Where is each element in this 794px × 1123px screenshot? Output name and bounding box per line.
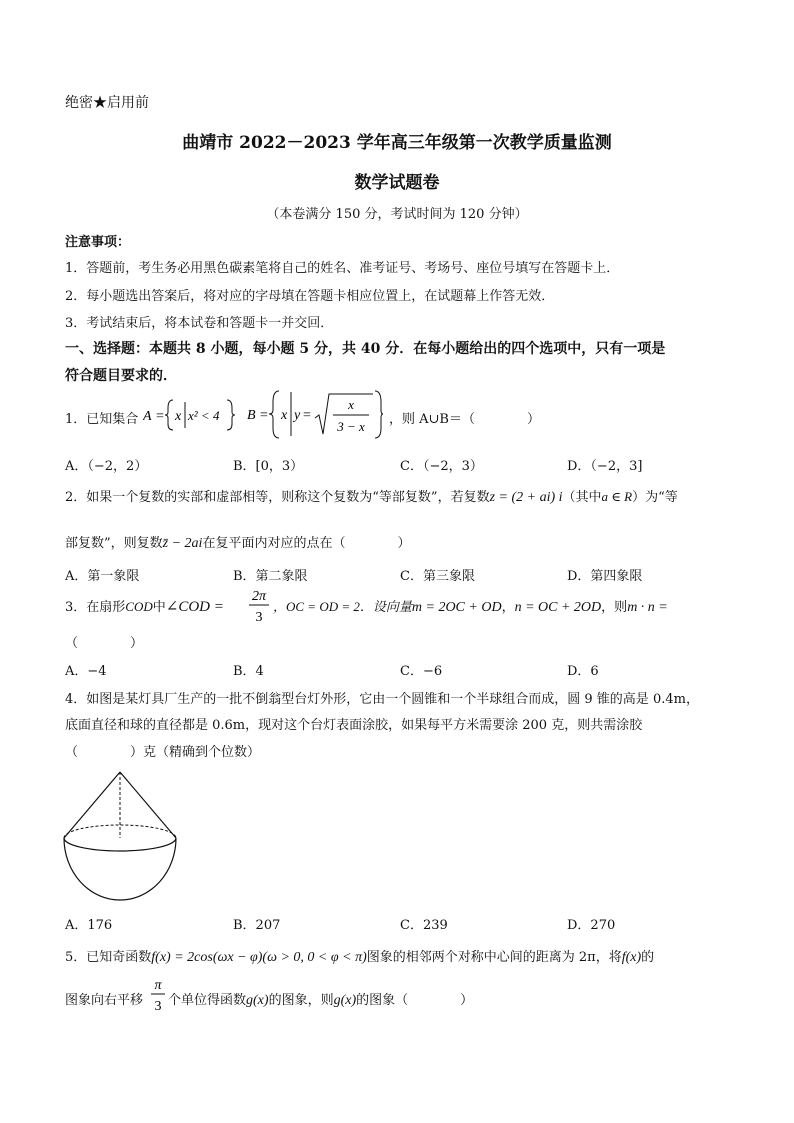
secret-label: 绝密★启用前 [65, 95, 149, 111]
q3-mid: 中 [152, 600, 166, 615]
q4-line2: 底面直径和球的直径都是 0.6m，现对这个台灯表面涂胶，如果每平方米需要涂 200 克，则共需涂胶 [65, 718, 643, 733]
q1-set-a-var: x [175, 409, 182, 424]
q5-gx-1: g(x) [246, 993, 269, 1008]
q5-fx-expr: f(x) = 2cos(ωx − φ)(ω > 0, 0 < φ < π) [151, 950, 367, 965]
q4-line3: （ ）克（精确到个位数） [65, 745, 261, 760]
q3-option-b: B．4 [233, 664, 264, 679]
q2-line1-b: （其中 [562, 490, 602, 505]
q2-line2 [65, 532, 410, 552]
q5-gx-2: g(x) [333, 993, 357, 1008]
q3-mn: m · n = [627, 600, 668, 615]
q5-line1-b: 图象的相邻两个对称中心间的距离为 2π，将 [366, 950, 622, 965]
q1-option-c: C．（−2，3） [400, 459, 483, 474]
q1-option-d: D．（−2，3] [567, 459, 643, 474]
q2-line1 [65, 486, 678, 506]
q2-zbar-expr: z̄ − 2ai [162, 536, 203, 551]
q5-shift-fraction [148, 974, 168, 1018]
q5-line2-a: 图象向右平移 [65, 993, 144, 1008]
q1-set-b-den: 3 − x [337, 419, 365, 434]
q3-option-a: A．−4 [65, 664, 107, 679]
q4-option-a: A．176 [65, 918, 113, 933]
q5-line2-c: 的图象，则 [268, 993, 334, 1008]
q1-set-a [143, 396, 235, 438]
q3-line1-rest [273, 596, 668, 616]
q2-line2-a: 部复数”，则复数 [65, 536, 163, 551]
q3-cond: ，OC = OD = 2．设向量 [273, 599, 412, 614]
q3-prefix: 3．在扇形 [65, 600, 126, 615]
q3-angle-fraction [247, 585, 271, 629]
q3-m-expr: m = 2OC + OD [411, 600, 502, 615]
svg-text:=: = [260, 408, 268, 423]
q3-frac-den: 3 [255, 610, 263, 625]
q3-tail: ，则 [601, 600, 628, 615]
q1-set-a-cond: x² < 4 [188, 408, 220, 423]
exam-note: （本卷满分 150 分，考试时间为 120 分钟） [266, 207, 528, 222]
q5-fx: f(x) [621, 950, 642, 965]
q2-option-d: D．第四象限 [567, 569, 643, 584]
q2-z-expr: z = (2 + ai) i [489, 490, 563, 505]
q5-line2-b: 个单位得函数 [168, 993, 247, 1008]
q5-line1-a: 5．已知奇函数 [65, 950, 152, 965]
exam-title: 曲靖市 2022－2023 学年高三年级第一次教学质量监测 [182, 133, 612, 153]
q5-line1-c: 的 [641, 950, 655, 965]
q2-cond: a ∈ R [601, 489, 633, 504]
notice-item-3: 3．考试结束后，将本试卷和答题卡一并交回． [65, 316, 334, 331]
q1-set-a-name: A [143, 409, 152, 424]
q1-set-b [247, 388, 383, 444]
q1-set-b-num: x [348, 397, 354, 412]
q4-line1: 4．如图是某灯具厂生产的一批不倒翁型台灯外形，它由一个圆锥和一个半球组合而成，圆 9 锥的高是 0.4m， [65, 692, 699, 707]
q3-frac-num: 2π [251, 589, 267, 604]
q1-set-b-var: x [281, 408, 288, 423]
q5-line2-rest [168, 989, 473, 1009]
q4-option-c: C．239 [400, 918, 448, 933]
q2-line1-a: 2．如果一个复数的实部和虚部相等，则称这个复数为“等部复数”，若复数 [65, 490, 490, 505]
q5-line2-d: 的图象（ ） [356, 993, 474, 1008]
q1-set-b-y: y [294, 408, 301, 423]
notice-item-2: 2．每小题选出答案后，将对应的字母填在答题卡相应位置上，在试题幕上作答无效． [65, 289, 555, 304]
q5-line1 [65, 946, 654, 966]
q2-option-a: A．第一象限 [65, 569, 140, 584]
svg-text:=: = [156, 409, 164, 424]
q2-option-c: C．第三象限 [400, 569, 475, 584]
q3-option-d: D．6 [567, 664, 599, 679]
q4-option-d: D．270 [567, 918, 616, 933]
q3-blank: （ ） [65, 636, 144, 651]
q1-option-a: A．（−2，2） [65, 459, 148, 474]
q3-line1 [65, 596, 224, 616]
exam-subtitle: 数学试题卷 [354, 173, 440, 193]
q2-option-b: B．第二象限 [233, 569, 308, 584]
q3-sep: ， [501, 600, 515, 615]
q4-option-b: B．207 [233, 918, 281, 933]
q3-n-expr: n = OC + 2OD [514, 600, 602, 615]
q2-line1-c: ）为“等 [632, 490, 678, 505]
section-heading-line2: 符合题目要求的． [65, 368, 177, 384]
q1-prefix: 1．已知集合 [65, 412, 139, 427]
notice-item-1: 1．答题前，考生务必用黑色碳素笔将自己的姓名、准考证号、考场号、座位号填写在答题卡上． [65, 261, 620, 276]
q1-option-b: B．[0，3） [233, 459, 304, 474]
q1-tail: ，则 A∪B＝（ ） [389, 412, 540, 427]
q5-frac-num: π [154, 978, 162, 993]
svg-text:=: = [303, 408, 311, 423]
q3-angle: ∠COD = [165, 599, 224, 615]
q3-option-c: C．−6 [400, 664, 443, 679]
q4-lamp-figure [60, 768, 180, 912]
q2-line2-b: 在复平面内对应的点在（ ） [202, 536, 411, 551]
q5-frac-den: 3 [154, 999, 162, 1014]
notice-heading: 注意事项： [65, 235, 131, 250]
section-heading-line1: 一、选择题：本题共 8 小题，每小题 5 分，共 40 分．在每小题给出的四个选项中，只有一项是 [65, 341, 666, 357]
q3-cod: COD [125, 599, 153, 614]
q1-set-b-name: B [247, 408, 256, 423]
